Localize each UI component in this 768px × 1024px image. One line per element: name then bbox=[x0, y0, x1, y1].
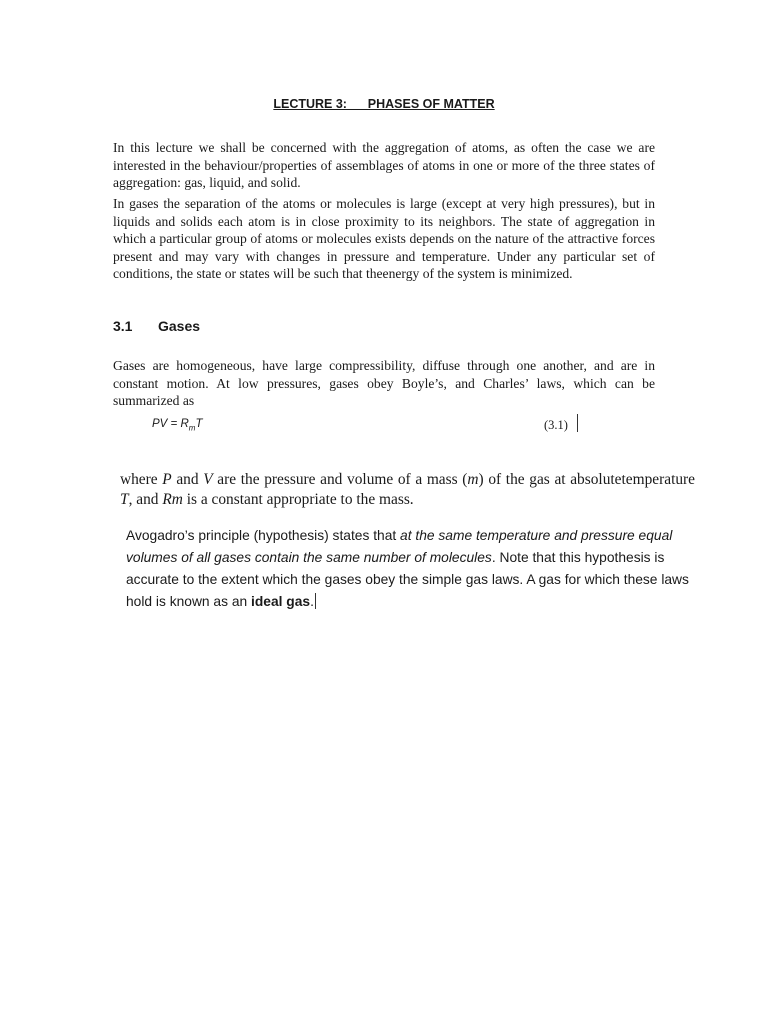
gases-paragraph bbox=[113, 357, 655, 410]
avogadro-emphasis: at the same temperature and pressure equal volumes of all gases contain the same number of molecules bbox=[126, 528, 673, 565]
intro-paragraph-2 bbox=[113, 195, 655, 283]
where-text: and bbox=[171, 471, 204, 488]
gases-text: Gases are homogeneous, have large compressibility, diffuse through one another, and are in constant motion. At low pressures, gases obey Boyle’s, and Charles’ laws, which can be summarized as bbox=[113, 358, 655, 409]
where-text: are the pressure and volume of a mass ( bbox=[212, 471, 468, 488]
intro-text-1: In this lecture we shall be concerned with the aggregation of atoms, as often the case we are interested in the behaviour/properties of assemblages of atoms in one or more of the three states of aggregation: gas, liquid, and solid. bbox=[113, 140, 655, 191]
avogadro-end: . bbox=[310, 594, 314, 609]
var-p: P bbox=[162, 471, 172, 488]
where-text: , and bbox=[128, 491, 163, 508]
where-text: is a constant appropriate to the mass. bbox=[182, 491, 414, 508]
intro-text-2: In gases the separation of the atoms or molecules is large (except at very high pressures), but in liquids and solids each atom is in close proximity to its neighbors. The state of aggregation in which a particular group of atoms or molecules exists depends on the nature of the attractive forces present and may vary with changes in pressure and temperature. Under any particular set of conditions, the state or states will be such that theenergy of the system is minimized. bbox=[113, 196, 655, 282]
lecture-title: LECTURE 3: PHASES OF MATTER bbox=[273, 97, 495, 111]
where-text: where bbox=[120, 471, 163, 488]
avogadro-rest: . Note that this hypothesis is accurate to the extent which the gases obey the simple gas laws. A gas for which these laws hold is known as an bbox=[126, 550, 689, 609]
var-r-sub-m: m bbox=[171, 491, 183, 508]
avogadro-paragraph bbox=[126, 525, 691, 613]
var-r: R bbox=[162, 491, 172, 508]
var-m: m bbox=[467, 471, 479, 488]
where-paragraph bbox=[120, 470, 695, 510]
text-cursor bbox=[577, 414, 578, 432]
equation-subscript: m bbox=[188, 423, 196, 433]
avogadro-lead: Avogadro’s principle (hypothesis) states that bbox=[126, 528, 401, 543]
intro-paragraph-1 bbox=[113, 139, 655, 192]
var-t: T bbox=[120, 491, 129, 508]
var-v: V bbox=[203, 471, 213, 488]
equation-rhs: T bbox=[195, 418, 203, 430]
section-number: 3.1 bbox=[113, 318, 133, 334]
ideal-gas-term: ideal gas bbox=[251, 594, 311, 609]
equation-lhs: PV = R bbox=[152, 418, 189, 430]
where-text: ) of the gas at absolutetemperature bbox=[478, 471, 695, 488]
equation-number: (3.1) bbox=[544, 418, 568, 432]
equation bbox=[152, 418, 202, 432]
text-cursor bbox=[315, 593, 316, 609]
section-title: Gases bbox=[158, 318, 201, 334]
